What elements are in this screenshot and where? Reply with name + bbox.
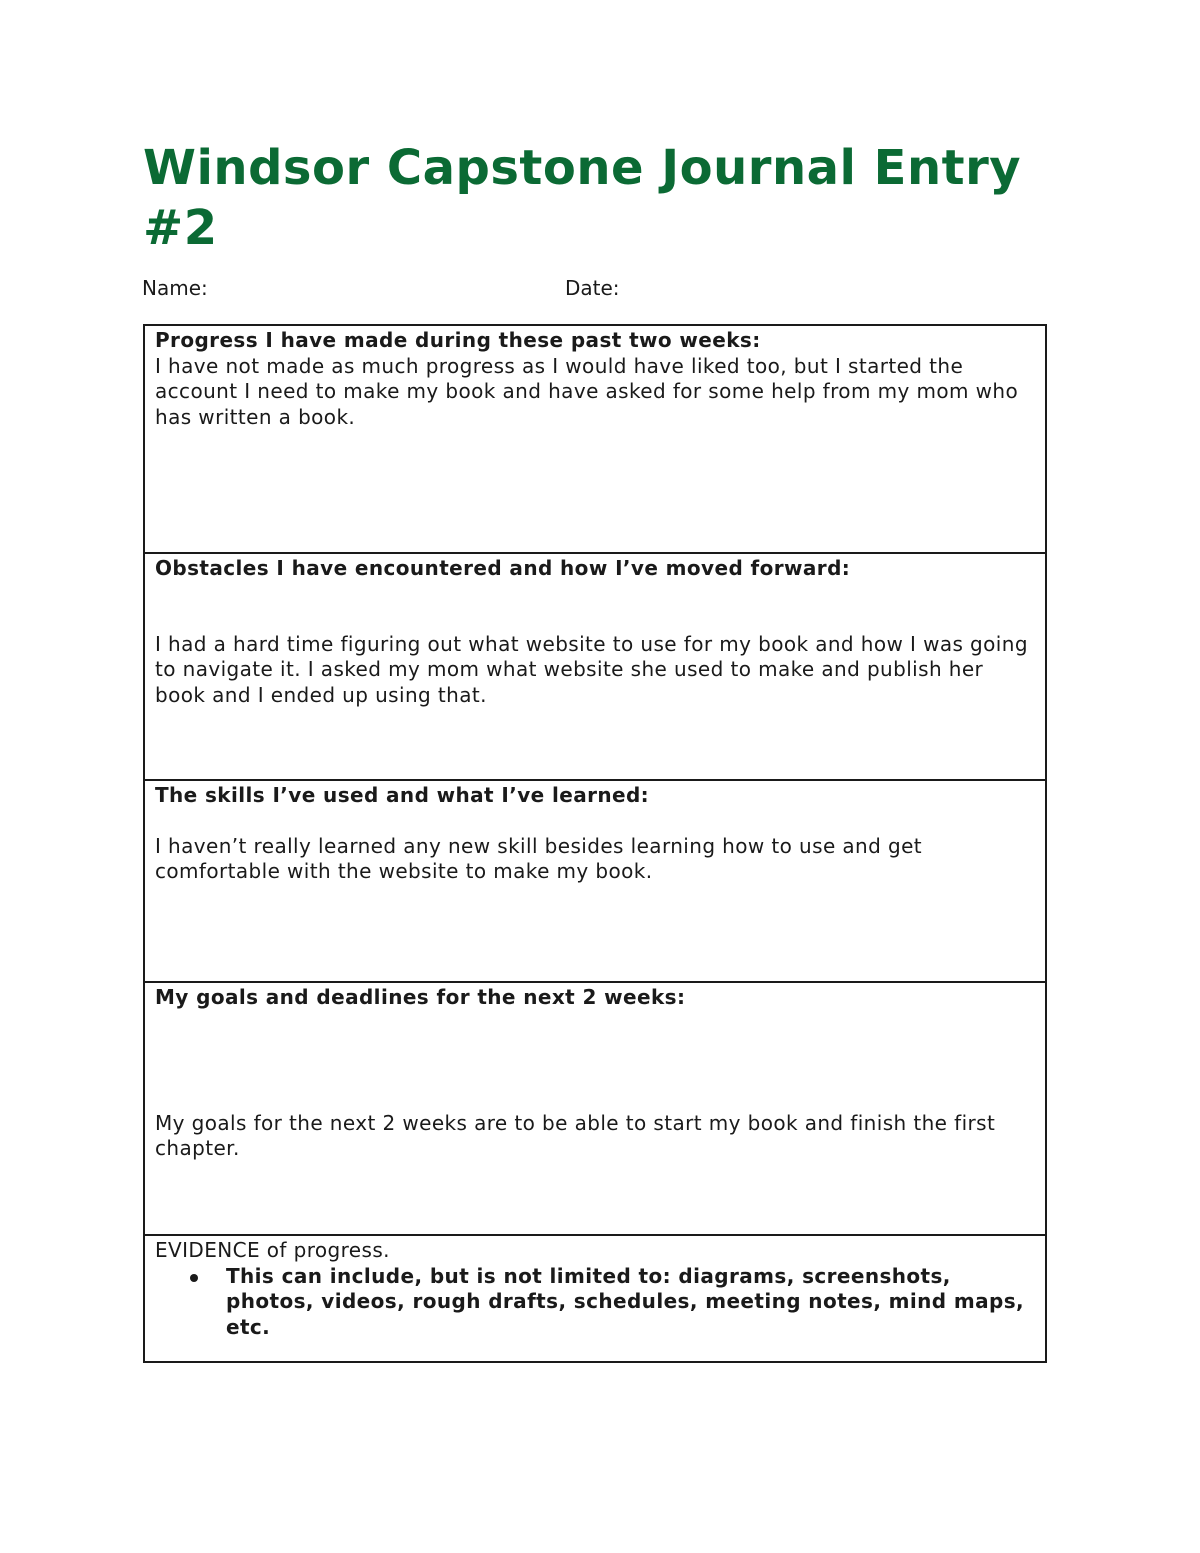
obstacles-heading: Obstacles I have encountered and how I’ve moved forward: — [155, 556, 851, 580]
progress-section — [145, 326, 1045, 554]
evidence-list — [155, 1264, 1035, 1341]
goals-text: My goals for the next 2 weeks are to be able to start my book and finish the first chapter. — [155, 1110, 996, 1160]
goals-heading: My goals and deadlines for the next 2 weeks: — [155, 985, 686, 1009]
evidence-heading: EVIDENCE of progress. — [155, 1238, 390, 1262]
progress-heading: Progress I have made during these past two weeks: — [155, 328, 761, 352]
bullet-icon — [190, 1274, 198, 1282]
name-label: Name: — [142, 276, 208, 300]
page-title: Windsor Capstone Journal Entry #2 — [143, 140, 1022, 256]
date-label: Date: — [565, 276, 620, 300]
list-item — [155, 1264, 1035, 1341]
skills-section — [145, 781, 1045, 983]
journal-table — [143, 324, 1047, 1363]
skills-heading: The skills I’ve used and what I’ve learned: — [155, 783, 650, 807]
progress-text: I have not made as much progress as I would have liked too, but I started the account I need to make my book and have asked for some help from my mom who has written a book. — [155, 353, 1019, 429]
obstacles-text: I had a hard time figuring out what website to use for my book and how I was going to navigate it. I asked my mom what website she used to make and publish her book and I ended up using that. — [155, 631, 1028, 707]
goals-section — [145, 983, 1045, 1236]
evidence-bullet-text: This can include, but is not limited to: diagrams, screenshots, photos, videos, rough drafts, schedules, meeting notes, mind maps, etc. — [226, 1263, 1025, 1339]
obstacles-section — [145, 554, 1045, 781]
evidence-section — [145, 1236, 1045, 1361]
skills-text: I haven’t really learned any new skill besides learning how to use and get comfortable with the website to make my book. — [155, 833, 923, 883]
